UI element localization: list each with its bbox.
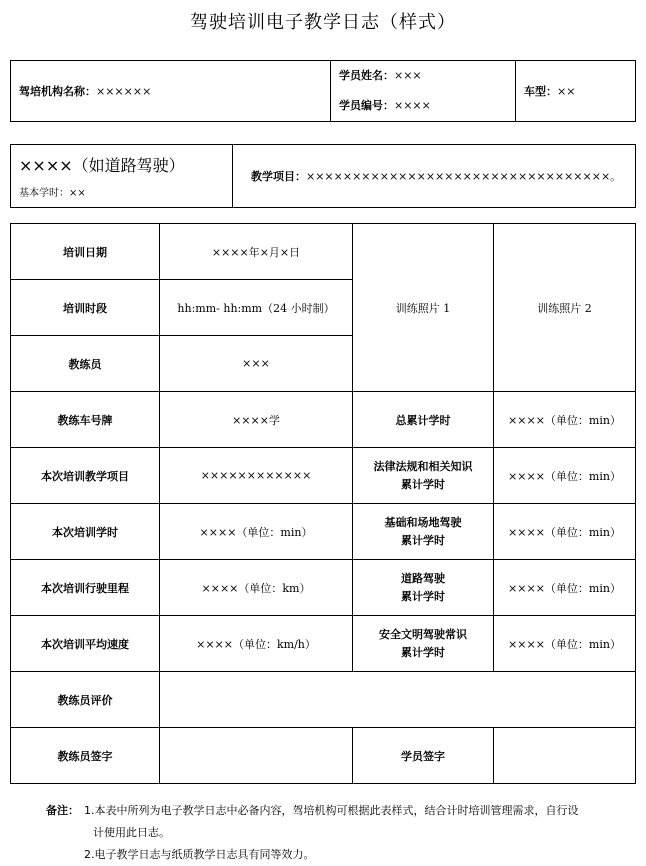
speed-value: ××××（单位：km/h） (160, 616, 353, 672)
note-1-cont: 计使用此日志。 (93, 826, 170, 839)
page-title: 驾驶培训电子教学日志（样式） (190, 12, 456, 33)
subject-cell (11, 145, 233, 208)
date-label: 培训日期 (11, 224, 160, 280)
student-name-value: ××× (394, 69, 422, 82)
student-cell (331, 61, 516, 122)
log-table (10, 223, 636, 784)
base-hours-label: 基本学时： (19, 188, 69, 199)
item-label: 本次培训教学项目 (11, 448, 160, 504)
student-no-value: ×××× (394, 99, 431, 112)
photo-2: 训练照片 2 (494, 224, 636, 392)
base-hours-value: ×× (69, 188, 86, 199)
coach-value: ××× (160, 336, 353, 392)
date-value: ××××年×月×日 (160, 224, 353, 280)
student-sign-label: 学员签字 (353, 728, 494, 784)
mileage-label: 本次培训行驶里程 (11, 560, 160, 616)
school-cell (11, 61, 331, 122)
civil-hours-label: 安全文明驾驶常识 累计学时 (353, 616, 494, 672)
total-hours-label: 总累计学时 (353, 392, 494, 448)
project-value: ×××××××××××××××××××××××××××××××××。 (306, 170, 622, 183)
photo-1: 训练照片 1 (353, 224, 494, 392)
law-hours-label: 法律法规和相关知识 累计学时 (353, 448, 494, 504)
basic-hours-label: 基础和场地驾驶 累计学时 (353, 504, 494, 560)
student-no-label: 学员编号： (339, 99, 394, 112)
road-hours-label: 道路驾驶 累计学时 (353, 560, 494, 616)
evaluation-field[interactable] (160, 672, 636, 728)
school-value: ×××××× (96, 85, 152, 98)
subject-table (10, 144, 636, 208)
vehicle-type-cell (516, 61, 636, 122)
notes-heading: 备注： (46, 804, 79, 817)
vehicle-type-value: ×× (557, 85, 576, 98)
hours-value: ××××（单位：min） (160, 504, 353, 560)
period-label: 培训时段 (11, 280, 160, 336)
note-1: 1.本表中所列为电子教学日志中必备内容，驾培机构可根据此表样式，结合计时培训管理需求，自行设 (84, 804, 579, 817)
coach-sign-label: 教练员签字 (11, 728, 160, 784)
mileage-value: ××××（单位：km） (160, 560, 353, 616)
project-label: 教学项目： (251, 170, 306, 183)
school-label: 驾培机构名称： (19, 85, 96, 98)
basic-hours-value: ××××（单位：min） (494, 504, 636, 560)
student-name-label: 学员姓名： (339, 69, 394, 82)
evaluation-label: 教练员评价 (11, 672, 160, 728)
coach-label: 教练员 (11, 336, 160, 392)
law-hours-value: ××××（单位：min） (494, 448, 636, 504)
plate-value: ××××学 (160, 392, 353, 448)
vehicle-type-label: 车型： (524, 85, 557, 98)
civil-hours-value: ××××（单位：min） (494, 616, 636, 672)
speed-label: 本次培训平均速度 (11, 616, 160, 672)
plate-label: 教练车号牌 (11, 392, 160, 448)
coach-sign-field[interactable] (160, 728, 353, 784)
road-hours-value: ××××（单位：min） (494, 560, 636, 616)
item-value: ×××××××××××× (160, 448, 353, 504)
subject-name: ××××（如道路驾驶） (19, 156, 185, 175)
hours-label: 本次培训学时 (11, 504, 160, 560)
header-table (10, 60, 636, 122)
project-cell (233, 145, 636, 208)
period-value: hh:mm- hh:mm（24 小时制） (160, 280, 353, 336)
student-sign-field[interactable] (494, 728, 636, 784)
note-2: 2.电子教学日志与纸质教学日志具有同等效力。 (84, 848, 315, 861)
notes (46, 800, 636, 866)
total-hours-value: ××××（单位：min） (494, 392, 636, 448)
